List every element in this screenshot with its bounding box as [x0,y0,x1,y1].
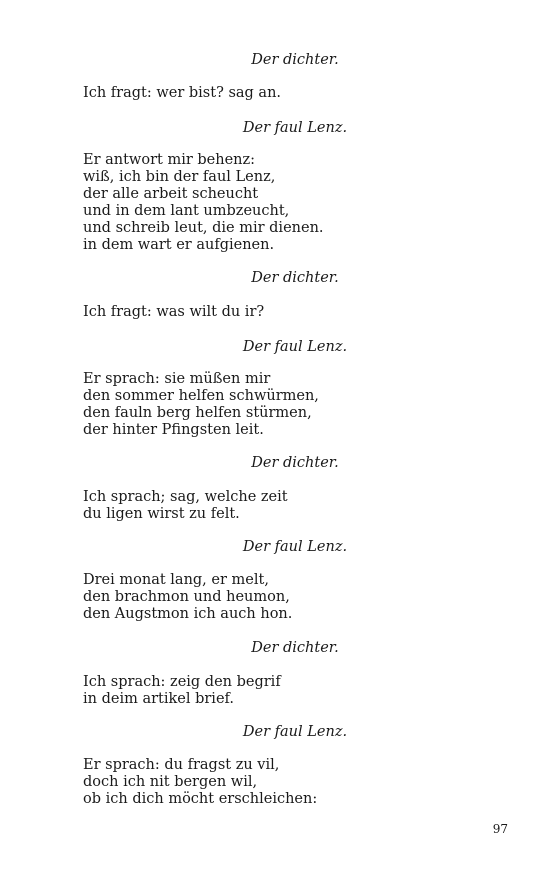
verse-line: den Augstmon ich auch hon. [83,606,293,622]
verse-stanza [83,572,503,623]
speaker-heading: Der faul Lenz. [242,539,348,555]
verse-stanza [83,371,503,439]
verse-stanza [83,85,503,102]
verse-line: du ligen wirst zu felt. [83,506,240,522]
speaker-heading: Der dichter. [251,640,339,656]
verse-line: Er antwort mir behenz: [83,152,256,168]
speaker-heading: Der dichter. [251,455,339,471]
verse-line: Er sprach: sie müßen mir [83,371,271,387]
verse-line: ob ich dich möcht erschleichen: [83,791,318,807]
verse-line: und in dem lant umbzeucht, [83,203,290,219]
verse-line: in dem wart er aufgienen. [83,237,275,253]
page-number: 97 [492,822,508,836]
verse-stanza [83,757,503,808]
speaker-heading: Der faul Lenz. [242,724,348,740]
verse-line: den fauln berg helfen stürmen, [83,405,312,421]
verse-line: der alle arbeit scheucht [83,186,259,202]
verse-line: der hinter Pfingsten leit. [83,422,264,438]
verse-line: Ich fragt: wer bist? sag an. [83,85,282,101]
verse-line: und schreib leut, die mir dienen. [83,220,324,236]
verse-line: Er sprach: du fragst zu vil, [83,757,280,773]
verse-line: Ich sprach: zeig den begrif [83,674,281,690]
verse-line: den brachmon und heumon, [83,589,290,605]
speaker-heading: Der dichter. [251,52,339,68]
speaker-heading: Der faul Lenz. [242,339,348,355]
verse-line: Ich fragt: was wilt du ir? [83,304,265,320]
verse-line: in deim artikel brief. [83,691,234,707]
verse-stanza [83,304,503,321]
verse-line: den sommer helfen schwürmen, [83,388,319,404]
verse-stanza [83,152,503,254]
verse-line: wiß, ich bin der faul Lenz, [83,169,276,185]
speaker-heading: Der dichter. [251,270,339,286]
speaker-heading: Der faul Lenz. [242,120,348,136]
verse-line: doch ich nit bergen wil, [83,774,258,790]
verse-stanza [83,674,503,708]
verse-stanza [83,489,503,523]
verse-line: Ich sprach; sag, welche zeit [83,489,288,505]
verse-line: Drei monat lang, er melt, [83,572,269,588]
